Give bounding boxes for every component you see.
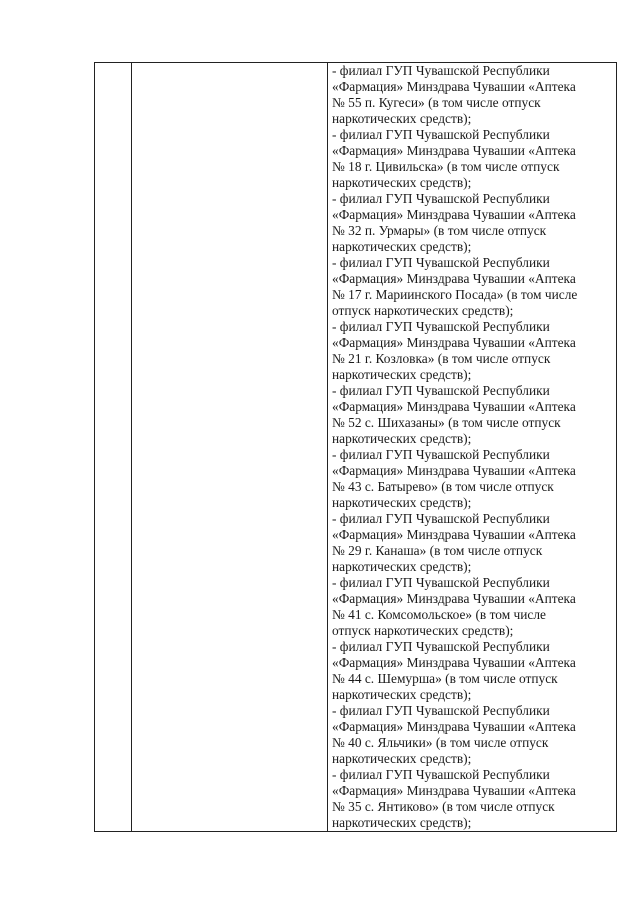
branch-entry-line: наркотических средств); xyxy=(332,367,472,382)
branch-entry-line: № 41 с. Комсомольское» (в том числе xyxy=(332,607,546,622)
branch-entry-line: № 40 с. Яльчики» (в том числе отпуск xyxy=(332,735,549,750)
branch-entry-line: № 55 п. Кугеси» (в том числе отпуск xyxy=(332,95,541,110)
branch-entry-line: «Фармация» Минздрава Чувашии «Аптека xyxy=(332,655,576,670)
branch-entry-line: - филиал ГУП Чувашской Республики xyxy=(332,639,550,654)
branch-entry-line: «Фармация» Минздрава Чувашии «Аптека xyxy=(332,79,576,94)
branch-entry-line: «Фармация» Минздрава Чувашии «Аптека xyxy=(332,271,576,286)
branch-entry-line: наркотических средств); xyxy=(332,687,472,702)
branch-entry-line: - филиал ГУП Чувашской Республики xyxy=(332,63,550,78)
table-cell-name xyxy=(132,63,328,832)
branch-entry xyxy=(332,575,612,639)
branch-entry-line: наркотических средств); xyxy=(332,111,472,126)
branch-entry xyxy=(332,447,612,511)
branch-entry xyxy=(332,191,612,255)
branch-entry-line: «Фармация» Минздрава Чувашии «Аптека xyxy=(332,143,576,158)
branch-entry-line: наркотических средств); xyxy=(332,559,472,574)
branch-entry-line: № 18 г. Цивильска» (в том числе отпуск xyxy=(332,159,560,174)
branch-entry xyxy=(332,255,612,319)
branch-entry-line: - филиал ГУП Чувашской Республики xyxy=(332,447,550,462)
branch-entry-line: № 52 с. Шихазаны» (в том числе отпуск xyxy=(332,415,561,430)
branch-entry-line: - филиал ГУП Чувашской Республики xyxy=(332,383,550,398)
branch-entry-line: «Фармация» Минздрава Чувашии «Аптека xyxy=(332,783,576,798)
branch-entry-line: наркотических средств); xyxy=(332,751,472,766)
branch-entry xyxy=(332,383,612,447)
branch-entry-line: «Фармация» Минздрава Чувашии «Аптека xyxy=(332,719,576,734)
branch-entry-line: № 32 п. Урмары» (в том числе отпуск xyxy=(332,223,547,238)
branch-entry xyxy=(332,63,612,127)
branch-entry-line: - филиал ГУП Чувашской Республики xyxy=(332,511,550,526)
branch-entry-line: № 17 г. Мариинского Посада» (в том числе xyxy=(332,287,578,302)
branch-entry xyxy=(332,703,612,767)
branch-entry-line: наркотических средств); xyxy=(332,815,472,830)
branch-entry-line: № 35 с. Янтиково» (в том числе отпуск xyxy=(332,799,555,814)
branch-entry-line: наркотических средств); xyxy=(332,239,472,254)
branch-entry xyxy=(332,639,612,703)
branch-entry-line: «Фармация» Минздрава Чувашии «Аптека xyxy=(332,463,576,478)
branch-entry-line: наркотических средств); xyxy=(332,495,472,510)
branch-entry-line: отпуск наркотических средств); xyxy=(332,623,514,638)
branch-entry-line: № 21 г. Козловка» (в том числе отпуск xyxy=(332,351,551,366)
table-cell-branches xyxy=(328,63,617,832)
branch-entry-line: № 29 г. Канаша» (в том числе отпуск xyxy=(332,543,543,558)
branch-entry xyxy=(332,767,612,831)
branch-entry-line: - филиал ГУП Чувашской Республики xyxy=(332,703,550,718)
branch-entry-line: - филиал ГУП Чувашской Республики xyxy=(332,575,550,590)
branch-entry-line: «Фармация» Минздрава Чувашии «Аптека xyxy=(332,591,576,606)
branch-entry-line: - филиал ГУП Чувашской Республики xyxy=(332,127,550,142)
branch-entry-line: - филиал ГУП Чувашской Республики xyxy=(332,191,550,206)
table-cell-number xyxy=(95,63,132,832)
branch-entry-line: № 43 с. Батырево» (в том числе отпуск xyxy=(332,479,554,494)
table-row xyxy=(95,63,617,832)
branch-entry-line: «Фармация» Минздрава Чувашии «Аптека xyxy=(332,335,576,350)
branch-entry-line: наркотических средств); xyxy=(332,175,472,190)
branch-entry-line: № 44 с. Шемурша» (в том числе отпуск xyxy=(332,671,558,686)
branch-entry-line: - филиал ГУП Чувашской Республики xyxy=(332,255,550,270)
branch-entry-line: «Фармация» Минздрава Чувашии «Аптека xyxy=(332,207,576,222)
branch-entry-line: наркотических средств); xyxy=(332,431,472,446)
branch-entry-line: «Фармация» Минздрава Чувашии «Аптека xyxy=(332,399,576,414)
branch-entry-line: «Фармация» Минздрава Чувашии «Аптека xyxy=(332,527,576,542)
branch-entry-line: - филиал ГУП Чувашской Республики xyxy=(332,767,550,782)
branch-entry xyxy=(332,127,612,191)
branch-entry xyxy=(332,319,612,383)
branch-entry xyxy=(332,511,612,575)
branch-list xyxy=(328,63,616,831)
pharmacy-branches-table xyxy=(94,62,617,832)
branch-entry-line: - филиал ГУП Чувашской Республики xyxy=(332,319,550,334)
branch-entry-line: отпуск наркотических средств); xyxy=(332,303,514,318)
